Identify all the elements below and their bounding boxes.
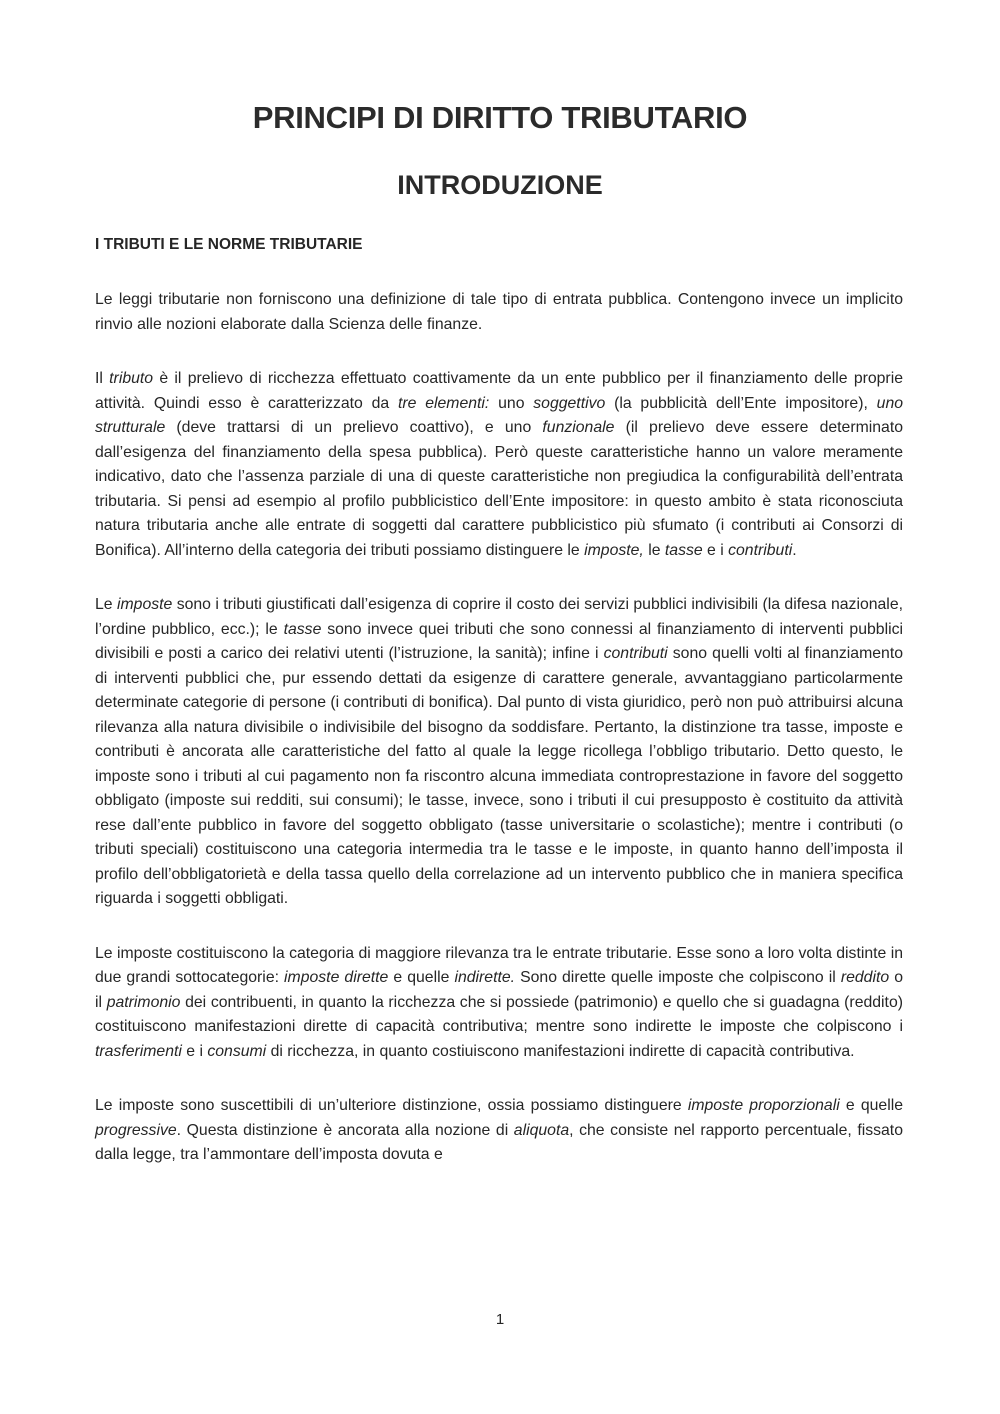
paragraph (95, 367, 903, 563)
text-run: sono i tributi giustificati dall’esigenza di coprire il costo dei servizi pubblici indivisibili (la difesa nazionale, l’ordine pubblico, ecc.); le (95, 596, 903, 638)
paragraph (95, 942, 903, 1065)
italic-term: indirette. (454, 969, 516, 986)
text-run: è il prelievo di ricchezza effettuato coattivamente da un ente pubblico per il finanziamento delle proprie attività. Quindi esso è caratterizzato da (95, 370, 903, 412)
italic-term: progressive (95, 1121, 177, 1139)
italic-term: uno strutturale (95, 394, 904, 436)
italic-term: imposte (116, 596, 173, 613)
italic-term: tasse (283, 620, 322, 638)
italic-term: tasse (664, 541, 703, 559)
text-run: sono invece quei tributi che sono connessi al finanziamento di interventi pubblici divisibili e posti a carico dei relativi utenti (l’istruzione, la sanità); infine i (95, 620, 903, 662)
italic-term: imposte proporzionali (687, 1097, 840, 1114)
italic-term: trasferimenti (95, 1042, 182, 1060)
text-run: dei contribuenti, in quanto la ricchezza che si possiede (patrimonio) e quello che si guadagna (reddito) costituiscono manifestazioni dirette di capacità contributiva; mentre sono indirette le imposte che colpiscono i (95, 993, 903, 1035)
body-text (95, 288, 903, 1198)
text-run: e quelle (388, 969, 455, 986)
text-run: Le (95, 596, 117, 613)
text-run: e i (181, 1042, 208, 1060)
text-run: e i (702, 541, 729, 559)
italic-term: tre elementi: (398, 394, 490, 412)
text-run: o il (95, 969, 903, 1011)
text-run: di ricchezza, in quanto costiuiscono manifestazioni indirette di capacità contributiva. (266, 1042, 855, 1060)
italic-term: consumi (207, 1042, 267, 1060)
text-run: . (792, 541, 797, 559)
page-number: 1 (495, 1311, 505, 1328)
italic-term: contributi (603, 645, 668, 662)
text-run: (la pubblicità dell’Ente impositore), (605, 394, 877, 412)
italic-term: reddito (840, 969, 890, 986)
text-run: Le imposte sono suscettibili di un’ulteriore distinzione, ossia possiamo distinguere (95, 1097, 688, 1114)
text-run: (deve trattarsi di un prelievo coattivo), e uno (165, 419, 543, 436)
document-title: PRINCIPI DI DIRITTO TRIBUTARIO (252, 100, 748, 135)
text-run: . Questa distinzione è ancorata alla nozione di (176, 1121, 514, 1139)
paragraph (95, 593, 903, 912)
italic-term: soggettivo (533, 394, 606, 412)
text-run: le (643, 541, 665, 559)
italic-term: tributo (109, 370, 154, 387)
text-run: Sono dirette quelle imposte che colpiscono il (515, 969, 841, 986)
text-run: Le leggi tributarie non forniscono una definizione di tale tipo di entrata pubblica. Contengono invece un implicito rinvio alle nozioni elaborate dalla Scienza delle finanze. (95, 291, 903, 333)
document-subtitle: INTRODUZIONE (397, 170, 603, 200)
text-run: e quelle (839, 1097, 903, 1114)
italic-term: imposte, (584, 541, 644, 559)
text-run: Il (95, 370, 110, 387)
italic-term: imposte dirette (284, 969, 389, 986)
text-run: , che consiste nel rapporto percentuale, fissato dalla legge, tra l’ammontare dell’imposta dovuta e (95, 1121, 903, 1163)
italic-term: contributi (728, 541, 793, 559)
paragraph (95, 1094, 903, 1168)
text-run: uno (489, 394, 534, 412)
text-run: (il prelievo deve essere determinato dall’esigenza del finanziamento della spesa pubblica). Però queste caratteristiche hanno un valore meramente indicativo, dato che l’assenza parziale di una di queste caratteristiche non pregiudica la configurabilità dell’entrata tributaria. Si pensi ad esempio al profilo pubblicistico dell’Ente impositore: in questo ambito è stata riconosciuta natura tributaria anche alle entrate di soggetti dal carattere pubblicistico più sfumato (i contributi ai Consorzi di Bonifica). All’interno della categoria dei tributi possiamo distinguere le (95, 419, 903, 559)
italic-term: patrimonio (106, 993, 181, 1011)
italic-term: funzionale (542, 419, 615, 436)
text-run: Le imposte costituiscono la categoria di maggiore rilevanza tra le entrate tributarie. Esse sono a loro volta distinte in due grandi sottocategorie: (95, 944, 903, 986)
paragraph (95, 288, 903, 337)
section-heading: I TRIBUTI E LE NORME TRIBUTARIE (95, 236, 363, 253)
text-run: sono quelli volti al finanziamento di interventi pubblici che, pur essendo dettati da esigenze di carattere generale, avvantaggiano particolarmente determinate categorie di persone (i contributi di bonifica). Dal punto di vista giuridico, però non può attribuirsi alcuna rilevanza alla natura divisibile o indivisibile del bisogno da soddisfare. Pertanto, la distinzione tra tasse, imposte e contributi è ancorata alle caratteristiche del fatto al quale la legge ricollega l’obbligo tributario. Detto questo, le imposte sono i tributi al cui pagamento non fa riscontro alcuna immediata controprestazione in favore del soggetto obbligato (imposte sui redditi, sui consumi); le tasse, invece, sono i tributi il cui presupposto è costituito da attività rese dall’ente pubblico in favore del soggetto obbligato (tasse universitarie o scolastiche); mentre i contributi (o tributi speciali) costituiscono una categoria intermedia tra le tasse e le imposte, in quanto hanno dell’imposta il profilo dell’obbligatorietà e della tassa quello della correlazione ad un intervento pubblico che in maniera specifica riguarda i soggetti obbligati. (95, 645, 903, 907)
italic-term: aliquota (513, 1121, 570, 1139)
